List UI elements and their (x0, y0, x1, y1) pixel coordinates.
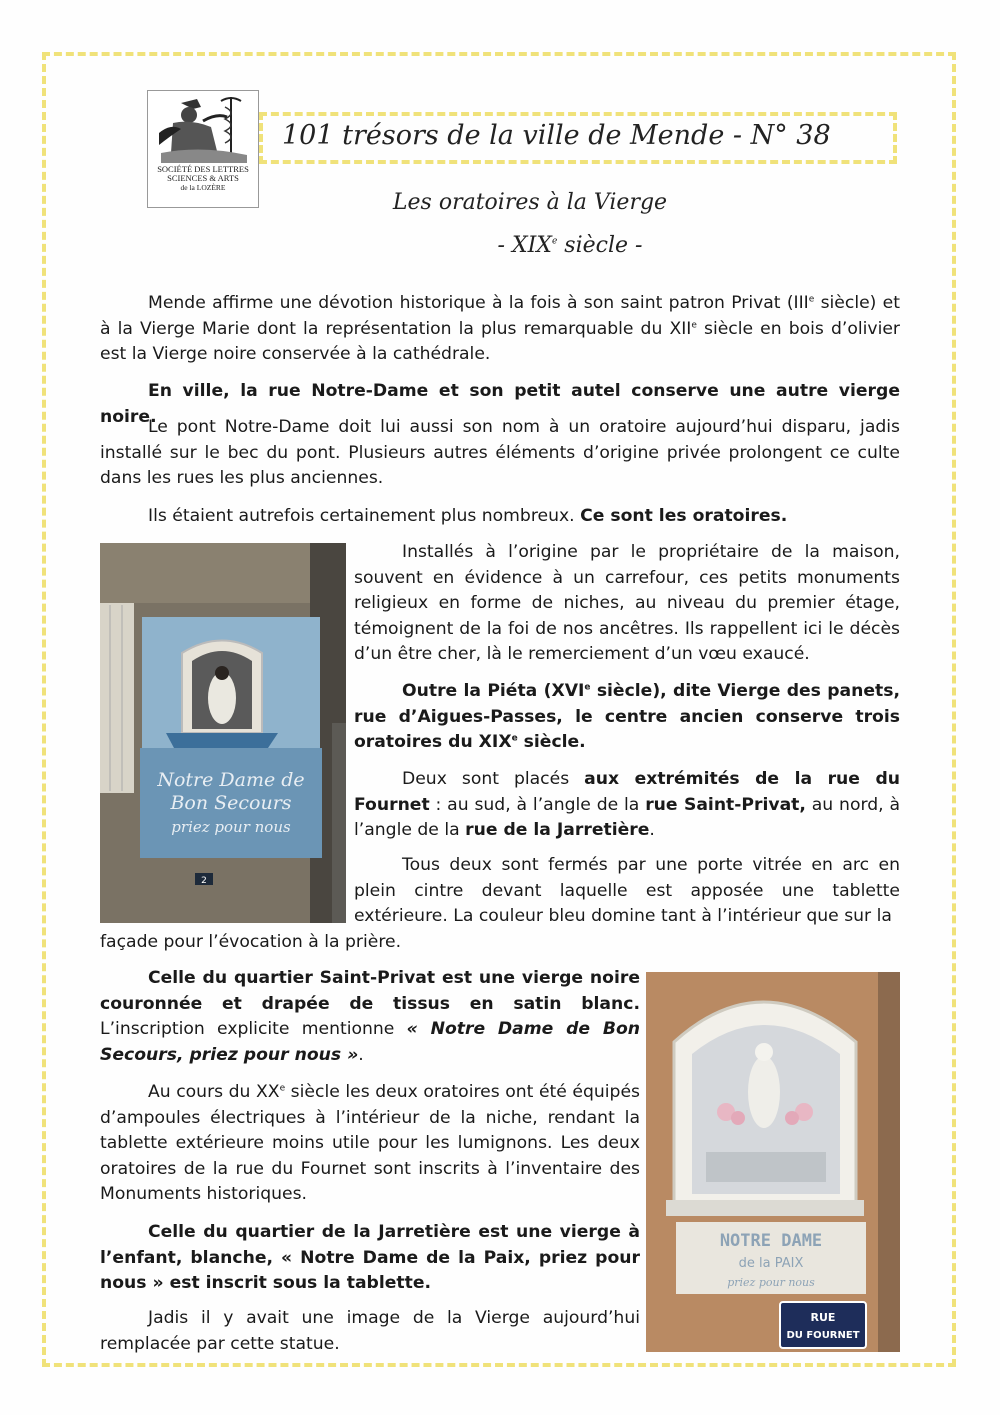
paragraph-installation: Installés à l’origine par le propriétaire de la maison, souvent en évidence à un carrefour, ces petits monuments religieux en forme de niches, au niveau du premier étage, témoignent de la foi de nos ancêtres. Ils rappellent ici le décès d’un être cher, là le remerciement d’un vœu exaucé. (354, 542, 900, 664)
photo-notre-dame-de-la-paix (646, 972, 900, 1352)
paragraph-fournet: Deux sont placés aux extrémités de la rue du Fournet : au sud, à l’angle de la rue Saint-Privat, au nord, à l’angle de la rue de la Jarretière. (354, 769, 900, 840)
series-title: 101 trésors de la ville de Mende - N° 38 (282, 120, 831, 151)
svg-text:2: 2 (201, 876, 207, 886)
logo-line: SOCIÉTÉ DES LETTRES (157, 164, 249, 174)
svg-text:RUE: RUE (810, 1311, 836, 1324)
notre-dame-de-la-paix-image (646, 972, 900, 1352)
svg-text:NOTRE DAME: NOTRE DAME (719, 1231, 823, 1251)
paragraph-glass-door-end: façade pour l’évocation à la prière. (100, 932, 402, 952)
svg-text:Bon Secours: Bon Secours (170, 792, 292, 814)
article-period: - XIXe siècle - (497, 233, 643, 258)
svg-text:DU FOURNET: DU FOURNET (786, 1330, 860, 1341)
svg-text:priez pour nous: priez pour nous (171, 818, 291, 836)
paragraph-saint-privat: Celle du quartier Saint-Privat est une vierge noire couronnée et drapée de tissus en satin blanc. L’inscription explicite mentionne « Notre Dame de Bon Secours, priez pour nous ». (100, 968, 640, 1065)
svg-text:Notre Dame de: Notre Dame de (157, 769, 305, 791)
paragraph-jarretiere: Celle du quartier de la Jarretière est une vierge à l’enfant, blanche, « Notre Dame de la Paix, priez pour nous » est inscrit sous la tablette. (100, 1222, 640, 1293)
bon-secours-oratory-image (100, 543, 346, 923)
logo-line: SCIENCES & ARTS (167, 173, 239, 183)
paragraph-pieta: Outre la Piéta (XVIe siècle), dite Vierge des panets, rue d’Aigues-Passes, le centre ancien conserve trois oratoires du XIXe siècle. (354, 681, 900, 752)
svg-text:de la PAIX: de la PAIX (738, 1256, 804, 1271)
paragraph-glass-door: Tous deux sont fermés par une porte vitrée en arc en plein cintre devant laquelle est apposée une tablette extérieure. La couleur bleu domine tant à l’intérieur que sur la (354, 855, 900, 926)
photo-bon-secours-oratory (100, 543, 346, 923)
article-title: Les oratoires à la Vierge (392, 190, 668, 215)
paragraph-electric-bulbs: Au cours du XXe siècle les deux oratoires ont été équipés d’ampoules électriques à l’intérieur de la niche, rendant la tablette extérieure moins utile pour les lumignons. Les deux oratoires de la rue du Fournet sont inscrits à l’inventaire des Monuments historiques. (100, 1082, 640, 1204)
paragraph-oratories: Ils étaient autrefois certainement plus nombreux. Ce sont les oratoires. (148, 506, 788, 526)
paragraph-bridge: Le pont Notre-Dame doit lui aussi son nom à un oratoire aujourd’hui disparu, jadis installé sur le bec du pont. Plusieurs autres éléments d’origine privée prolongent ce culte dans les rues les plus anciennes. (100, 417, 900, 488)
paragraph-notre-dame-street: En ville, la rue Notre-Dame et son petit autel conserve une autre vierge noire. (100, 381, 900, 427)
paragraph-statue: Jadis il y avait une image de la Vierge aujourd’hui remplacée par cette statue. (100, 1308, 640, 1354)
svg-text:priez pour nous: priez pour nous (727, 1276, 815, 1289)
hermes-emblem-icon (151, 93, 255, 165)
paragraph-intro: Mende affirme une dévotion historique à la fois à son saint patron Privat (IIIe siècle) et à la Vierge Marie dont la représentation la plus remarquable du XIIe siècle en bois d’olivier est la Vierge noire conservée à la cathédrale. (100, 293, 900, 364)
logo-line: de la LOZÈRE (180, 183, 226, 192)
